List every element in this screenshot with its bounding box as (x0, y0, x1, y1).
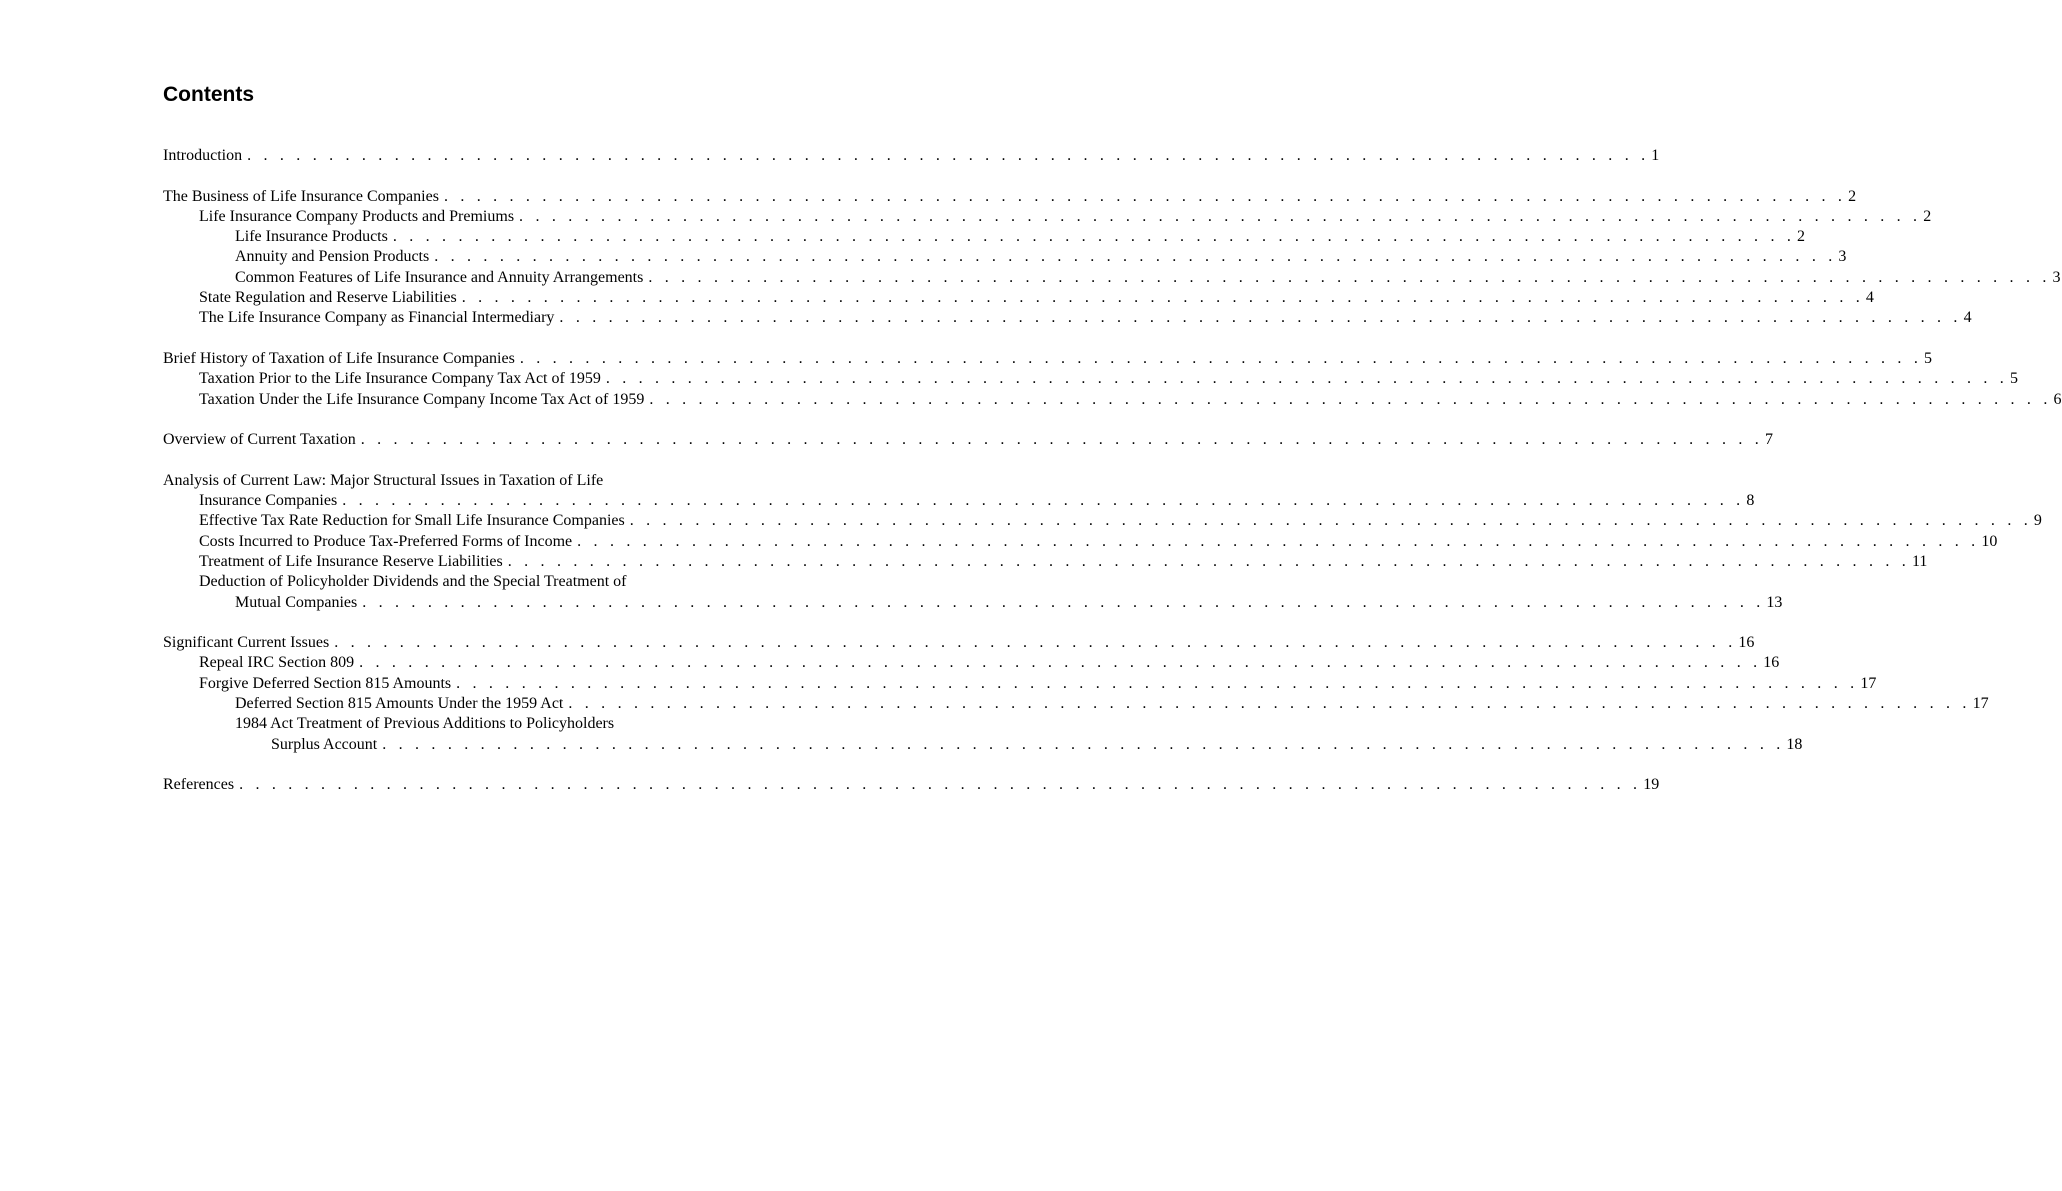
dot-leader: . . . . . . . . . . . . . . . . . . . . . . . . . . . . . . . . . . . . . . . . . . . . . . . . . . . . . . . . . . . . . . . . . . . . . . . . . . . . . . . . . . . . . . (507, 552, 1910, 570)
toc-page-number: 13 (1766, 593, 1783, 611)
toc-entry-label: Annuity and Pension Products (235, 248, 430, 266)
toc-page-number: 17 (1972, 695, 1989, 713)
dot-leader: . . . . . . . . . . . . . . . . . . . . . . . . . . . . . . . . . . . . . . . . . . . . . . . . . . . . . . . . . . . . . . . . . . . . . . . . . . . . . . . . . . . . . . (649, 390, 2052, 408)
dot-leader: . . . . . . . . . . . . . . . . . . . . . . . . . . . . . . . . . . . . . . . . . . . . . . . . . . . . . . . . . . . . . . . . . . . . . . . . . . . . . . . . . . . . . . (629, 512, 2032, 530)
toc-entry[interactable] (199, 308, 1972, 328)
toc-entry[interactable] (199, 491, 1755, 511)
toc-page-number: 6 (2053, 390, 2062, 408)
toc-entry-first-line[interactable]: 1984 Act Treatment of Previous Additions to Policyholders (235, 715, 615, 733)
toc-page-number: 16 (1763, 654, 1780, 672)
toc-page-number: 8 (1746, 492, 1755, 510)
dot-leader: . . . . . . . . . . . . . . . . . . . . . . . . . . . . . . . . . . . . . . . . . . . . . . . . . . . . . . . . . . . . . . . . . . . . . . . . . . . . . . . . . . . . . . (342, 492, 1745, 510)
dot-leader: . . . . . . . . . . . . . . . . . . . . . . . . . . . . . . . . . . . . . . . . . . . . . . . . . . . . . . . . . . . . . . . . . . . . . . . . . . . . . . . . . . . . . . (359, 654, 1762, 672)
toc-section-business (163, 187, 2061, 329)
toc-entry-label: Forgive Deferred Section 815 Amounts (199, 674, 452, 692)
toc-entry-label: State Regulation and Reserve Liabilities (199, 289, 457, 307)
toc-entry-label: Repeal IRC Section 809 (199, 654, 355, 672)
toc-entry[interactable] (235, 227, 1806, 247)
toc-page-number: 19 (1643, 776, 1660, 794)
table-of-contents (163, 146, 2062, 816)
toc-page-number: 18 (1786, 735, 1803, 753)
toc-entry-label: Effective Tax Rate Reduction for Small Life Insurance Companies (199, 512, 625, 530)
toc-entry-label: Costs Incurred to Produce Tax-Preferred Forms of Income (199, 532, 573, 550)
toc-entry-label: Taxation Prior to the Life Insurance Company Tax Act of 1959 (199, 370, 601, 388)
toc-entry[interactable] (199, 532, 1998, 552)
toc-entry-first-line[interactable]: Deduction of Policyholder Dividends and the Special Treatment of (199, 573, 627, 591)
toc-entry-label: Overview of Current Taxation (163, 431, 356, 449)
page-title: Contents (163, 83, 254, 106)
toc-page-number: 4 (1963, 309, 1972, 327)
toc-page-number: 2 (1923, 207, 1932, 225)
toc-entry-label: The Life Insurance Company as Financial Intermediary (199, 309, 555, 327)
dot-leader: . . . . . . . . . . . . . . . . . . . . . . . . . . . . . . . . . . . . . . . . . . . . . . . . . . . . . . . . . . . . . . . . . . . . . . . . . . . . . . . . . . . . . . (461, 289, 1864, 307)
toc-section-current-issues (163, 633, 1989, 755)
dot-leader: . . . . . . . . . . . . . . . . . . . . . . . . . . . . . . . . . . . . . . . . . . . . . . . . . . . . . . . . . . . . . . . . . . . . . . . . . . . . . . . . . . . . . . (648, 268, 2051, 286)
toc-page-number: 9 (2033, 512, 2042, 530)
toc-page-number: 10 (1981, 532, 1998, 550)
dot-leader: . . . . . . . . . . . . . . . . . . . . . . . . . . . . . . . . . . . . . . . . . . . . . . . . . . . . . . . . . . . . . . . . . . . . . . . . . . . . . . . . . . . . . . (392, 228, 1796, 246)
toc-entry-label: Introduction (163, 147, 243, 164)
toc-entry-label: The Business of Life Insurance Companies (163, 187, 439, 205)
toc-page-number: 2 (1797, 228, 1806, 246)
toc-section-references (163, 775, 1660, 795)
toc-entry-label: Brief History of Taxation of Life Insurance Companies (163, 349, 515, 367)
toc-entry[interactable] (235, 593, 1783, 613)
toc-page-number: 5 (1924, 349, 1933, 367)
dot-leader: . . . . . . . . . . . . . . . . . . . . . . . . . . . . . . . . . . . . . . . . . . . . . . . . . . . . . . . . . . . . . . . . . . . . . . . . . . . . . . . . . . . . . . (519, 207, 1922, 225)
dot-leader: . . . . . . . . . . . . . . . . . . . . . . . . . . . . . . . . . . . . . . . . . . . . . . . . . . . . . . . . . . . . . . . . . . . . . . . . . . . . . . . . . . . . . . (247, 147, 1650, 164)
dot-leader: . . . . . . . . . . . . . . . . . . . . . . . . . . . . . . . . . . . . . . . . . . . . . . . . . . . . . . . . . . . . . . . . . . . . . . . . . . . . . . . . . . . . . . (559, 309, 1962, 327)
dot-leader: . . . . . . . . . . . . . . . . . . . . . . . . . . . . . . . . . . . . . . . . . . . . . . . . . . . . . . . . . . . . . . . . . . . . . . . . . . . . . . . . . . . . . . (605, 370, 2009, 388)
toc-page-number: 5 (2010, 370, 2019, 388)
toc-entry-label: Insurance Companies (199, 492, 338, 510)
toc-page-number: 3 (1838, 248, 1847, 266)
dot-leader: . . . . . . . . . . . . . . . . . . . . . . . . . . . . . . . . . . . . . . . . . . . . . . . . . . . . . . . . . . . . . . . . . . . . . . . . . . . . . . . . . . . . . . (519, 349, 1923, 367)
toc-page-number: 16 (1738, 634, 1755, 652)
dot-leader: . . . . . . . . . . . . . . . . . . . . . . . . . . . . . . . . . . . . . . . . . . . . . . . . . . . . . . . . . . . . . . . . . . . . . . . . . . . . . . . . . . . . . . (568, 695, 1971, 713)
dot-leader: . . . . . . . . . . . . . . . . . . . . . . . . . . . . . . . . . . . . . . . . . . . . . . . . . . . . . . . . . . . . . . . . . . . . . . . . . . . . . . . . . . . . . . (360, 431, 1763, 449)
toc-entry[interactable] (199, 653, 1780, 673)
toc-entry-first-line[interactable]: Analysis of Current Law: Major Structural Issues in Taxation of Life (163, 471, 604, 489)
dot-leader: . . . . . . . . . . . . . . . . . . . . . . . . . . . . . . . . . . . . . . . . . . . . . . . . . . . . . . . . . . . . . . . . . . . . . . . . . . . . . . . . . . . . . . (577, 532, 1980, 550)
toc-page-number: 17 (1860, 674, 1877, 692)
toc-entry[interactable] (199, 552, 1928, 572)
toc-entry-label: Taxation Under the Life Insurance Company Income Tax Act of 1959 (199, 390, 645, 408)
toc-entry[interactable] (199, 369, 2019, 389)
toc-entry-label: Life Insurance Company Products and Premiums (199, 207, 515, 225)
toc-entry[interactable] (235, 268, 2061, 288)
toc-section-overview (163, 430, 1773, 450)
dot-leader: . . . . . . . . . . . . . . . . . . . . . . . . . . . . . . . . . . . . . . . . . . . . . . . . . . . . . . . . . . . . . . . . . . . . . . . . . . . . . . . . . . . . . . (239, 776, 1642, 794)
toc-entry[interactable] (163, 187, 1857, 207)
dot-leader: . . . . . . . . . . . . . . . . . . . . . . . . . . . . . . . . . . . . . . . . . . . . . . . . . . . . . . . . . . . . . . . . . . . . . . . . . . . . . . . . . . . . . . (334, 634, 1737, 652)
toc-entry-label: Life Insurance Products (235, 228, 388, 246)
toc-page-number: 2 (1848, 187, 1857, 205)
toc-entry-label: Common Features of Life Insurance and Annuity Arrangements (235, 268, 644, 286)
toc-entry[interactable] (235, 247, 1847, 267)
dot-leader: . . . . . . . . . . . . . . . . . . . . . . . . . . . . . . . . . . . . . . . . . . . . . . . . . . . . . . . . . . . . . . . . . . . . . . . . . . . . . . . . . . . . . . (456, 674, 1859, 692)
toc-entry[interactable] (271, 735, 1803, 755)
toc-page-number: 3 (2052, 268, 2061, 286)
toc-entry[interactable] (163, 146, 1660, 166)
dot-leader: . . . . . . . . . . . . . . . . . . . . . . . . . . . . . . . . . . . . . . . . . . . . . . . . . . . . . . . . . . . . . . . . . . . . . . . . . . . . . . . . . . . . . . (443, 187, 1847, 205)
toc-entry[interactable] (163, 349, 1933, 369)
toc-page-number: 11 (1911, 552, 1928, 570)
toc-entry[interactable] (199, 288, 1874, 308)
toc-section-analysis (163, 471, 2042, 613)
toc-entry[interactable] (199, 390, 2062, 410)
toc-entry[interactable] (235, 694, 1989, 714)
dot-leader: . . . . . . . . . . . . . . . . . . . . . . . . . . . . . . . . . . . . . . . . . . . . . . . . . . . . . . . . . . . . . . . . . . . . . . . . . . . . . . . . . . . . . . (362, 593, 1765, 611)
toc-page-number: 7 (1764, 431, 1773, 449)
dot-leader: . . . . . . . . . . . . . . . . . . . . . . . . . . . . . . . . . . . . . . . . . . . . . . . . . . . . . . . . . . . . . . . . . . . . . . . . . . . . . . . . . . . . . . (382, 735, 1785, 753)
toc-entry[interactable] (199, 207, 1932, 227)
toc-entry-label: Significant Current Issues (163, 634, 330, 652)
toc-entry[interactable] (163, 633, 1755, 653)
toc-page-number: 1 (1651, 147, 1660, 164)
toc-entry[interactable] (163, 775, 1660, 795)
toc-entry[interactable] (163, 430, 1773, 450)
toc-section-history (163, 349, 2062, 410)
dot-leader: . . . . . . . . . . . . . . . . . . . . . . . . . . . . . . . . . . . . . . . . . . . . . . . . . . . . . . . . . . . . . . . . . . . . . . . . . . . . . . . . . . . . . . (434, 248, 1837, 266)
toc-section-introduction (163, 146, 1660, 166)
toc-entry-label: Deferred Section 815 Amounts Under the 1959 Act (235, 695, 564, 713)
toc-page-number: 4 (1865, 289, 1874, 307)
toc-entry-label: Surplus Account (271, 735, 378, 753)
toc-entry-label: Treatment of Life Insurance Reserve Liabilities (199, 552, 503, 570)
toc-entry-label: Mutual Companies (235, 593, 358, 611)
toc-entry[interactable] (199, 674, 1877, 694)
toc-entry-label: References (163, 776, 235, 794)
toc-entry[interactable] (199, 511, 2042, 531)
